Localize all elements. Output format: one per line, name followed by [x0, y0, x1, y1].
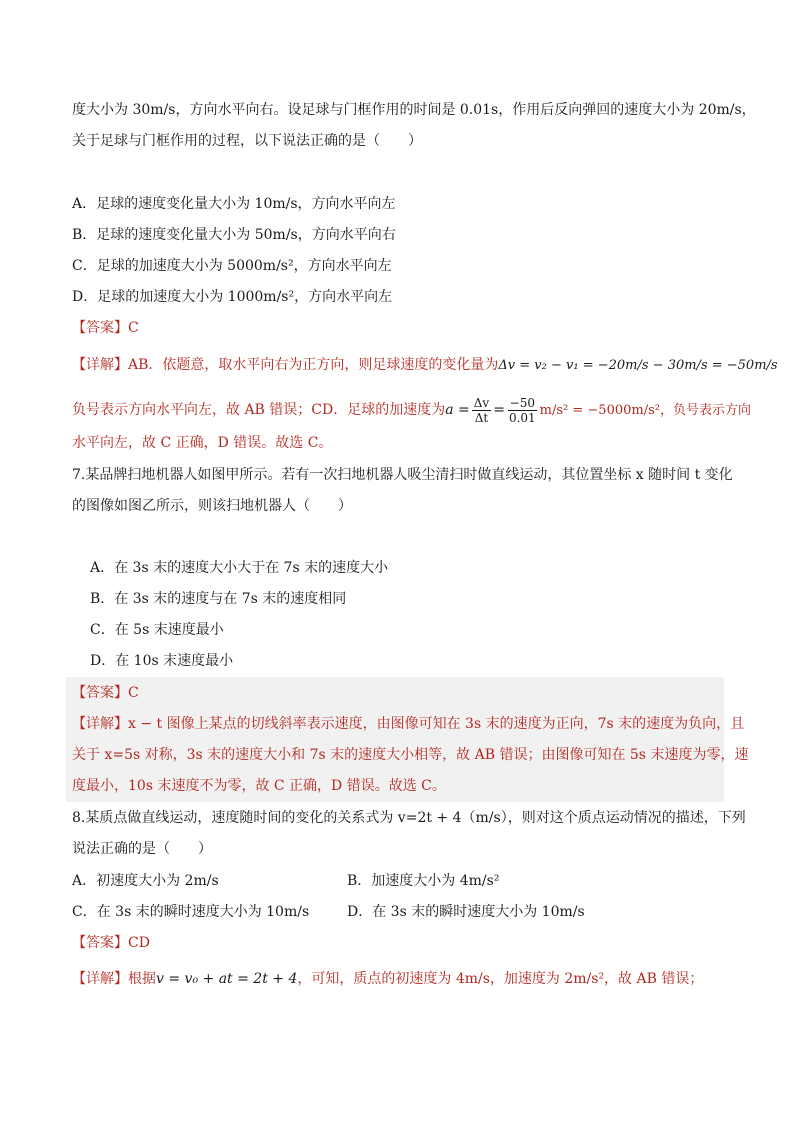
detail-text: ，可知，质点的初速度为 4m/s，加速度为 2m/s²，故 AB 错误； — [297, 971, 704, 987]
fraction-denominator: 0.01 — [508, 410, 536, 425]
equals-sign: = — [493, 402, 505, 418]
detail-text: m/s² = −5000m/s²，负号表示方向 — [539, 403, 751, 418]
q6-option-b: B．足球的速度变化量大小为 50m/s，方向水平向右 — [72, 227, 396, 243]
q6-detail-line1 — [72, 355, 778, 376]
q7-option-c: C．在 5s 末速度最小 — [90, 622, 224, 638]
answer-value: C — [128, 320, 139, 336]
q6-option-a: A．足球的速度变化量大小为 10m/s，方向水平向左 — [72, 196, 396, 212]
q6-detail-line3: 水平向左，故 C 正确，D 错误。故选 C。 — [72, 435, 333, 451]
q8-stem-line2: 说法正确的是（ ） — [72, 841, 212, 857]
q6-answer — [72, 318, 139, 338]
q7-option-d: D．在 10s 末速度最小 — [90, 653, 234, 669]
detail-formula: Δv = v₂ − v₁ = −20m/s − 30m/s = −50m/s — [498, 358, 778, 373]
detail-text: 根据 — [128, 971, 156, 987]
q7-answer — [72, 683, 139, 703]
fraction-values — [507, 396, 538, 425]
fraction-denominator: Δt — [474, 410, 489, 425]
answer-value: CD — [128, 935, 150, 951]
detail-text: x − t 图像上某点的切线斜率表示速度，由图像可知在 3s 末的速度为正向，7s 末的速度为负向，且 — [128, 716, 745, 732]
q6-detail-line2 — [72, 395, 751, 426]
q8-option-b: B．加速度大小为 4m/s² — [347, 873, 500, 889]
q8-option-a: A．初速度大小为 2m/s — [72, 873, 219, 889]
detail-tag: 【详解】 — [72, 357, 128, 373]
q6-stem-line2: 关于足球与门框作用的过程，以下说法正确的是（ ） — [72, 133, 422, 149]
q8-stem-line1: 8.某质点做直线运动，速度随时间的变化的关系式为 v=2t + 4（m/s），则对这个质点运动情况的描述，下列 — [72, 810, 746, 826]
answer-tag: 【答案】 — [72, 935, 128, 951]
answer-tag: 【答案】 — [72, 320, 128, 336]
fraction-numerator: Δv — [473, 395, 490, 410]
q8-detail-line — [72, 969, 703, 989]
q7-option-b: B．在 3s 末的速度与在 7s 末的速度相同 — [90, 591, 347, 607]
answer-value: C — [128, 685, 139, 701]
answer-tag: 【答案】 — [72, 685, 128, 701]
q6-stem-line1: 度大小为 30m/s，方向水平向右。设足球与门框作用的时间是 0.01s，作用后反向弹回的速度大小为 20m/s， — [72, 102, 756, 118]
q8-option-d: D．在 3s 末的瞬时速度大小为 10m/s — [347, 904, 585, 920]
q7-detail-line2: 关于 x=5s 对称，3s 末的速度大小和 7s 末的速度大小相等，故 AB 错误；由图像可知在 5s 末速度为零，速 — [72, 747, 749, 763]
q7-stem-line2: 的图像如图乙所示，则该扫地机器人（ ） — [72, 498, 352, 514]
q8-answer — [72, 933, 150, 953]
detail-text: AB．依题意，取水平向右为正方向，则足球速度的变化量为 — [128, 357, 499, 373]
fraction-numerator: −50 — [509, 395, 535, 410]
detail-text: 负号表示方向水平向左，故 AB 错误；CD．足球的加速度为 — [72, 402, 446, 418]
q7-detail-line1 — [72, 714, 744, 734]
q7-stem-line1: 7.某品牌扫地机器人如图甲所示。若有一次扫地机器人吸尘清扫时做直线运动，其位置坐标 x 随时间 t 变化 — [72, 467, 733, 483]
detail-tag: 【详解】 — [72, 971, 128, 987]
detail-formula-a: a = — [445, 402, 470, 418]
detail-formula: v = v₀ + at = 2t + 4 — [156, 971, 298, 987]
q7-detail-line3: 度最小，10s 末速度不为零，故 C 正确，D 错误。故选 C。 — [72, 778, 446, 794]
detail-tag: 【详解】 — [72, 716, 128, 732]
fraction-delta — [472, 396, 491, 425]
q6-option-c: C．足球的加速度大小为 5000m/s²，方向水平向左 — [72, 258, 392, 274]
q6-option-d: D．足球的加速度大小为 1000m/s²，方向水平向左 — [72, 289, 393, 305]
q8-option-c: C．在 3s 末的瞬时速度大小为 10m/s — [72, 904, 310, 920]
q7-option-a: A．在 3s 末的速度大小大于在 7s 末的速度大小 — [90, 560, 389, 576]
